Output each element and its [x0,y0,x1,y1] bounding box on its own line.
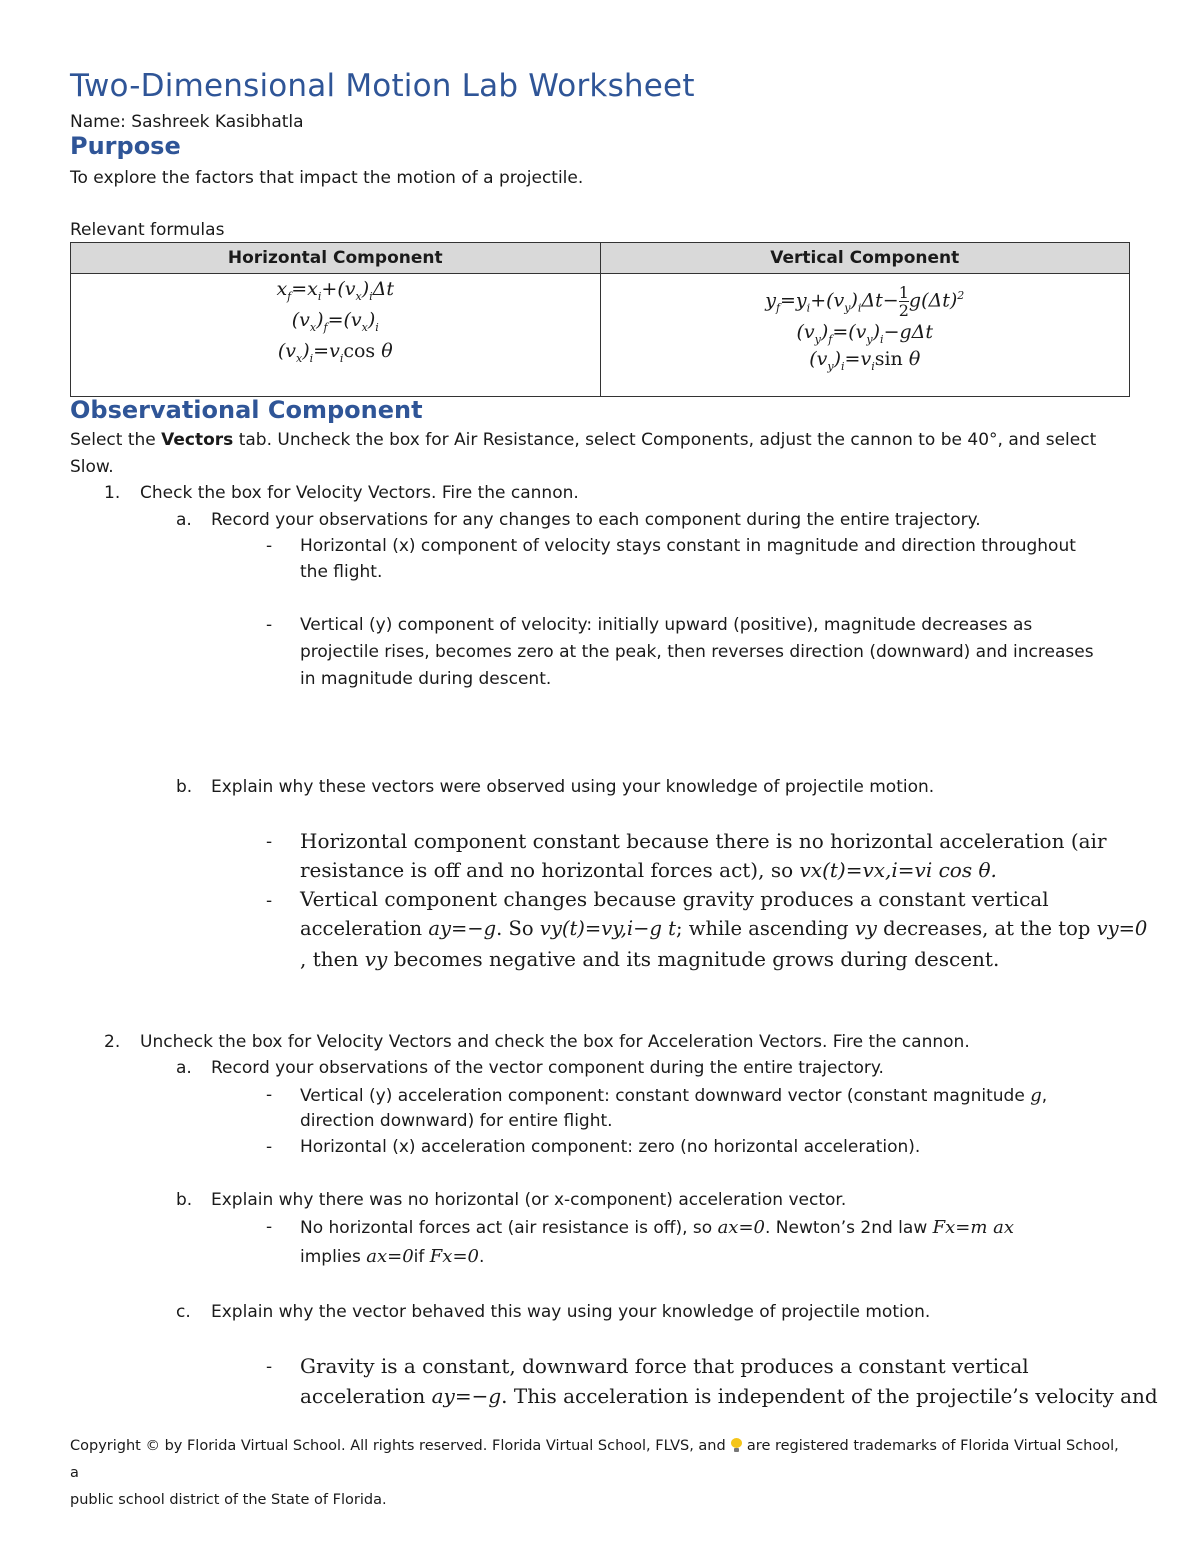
bullet-dash: - [266,832,273,852]
q1b-answer1-line1: Horizontal component constant because there is no horizontal acceleration (air [300,829,1107,853]
formula-yf: $y_f=y_i+(v_y)_i\Delta t-$ $\frac{1}{2}$ $g(\Delta t)^2$ [765,283,965,320]
q1-text: Check the box for Velocity Vectors. Fire the cannon. [140,483,579,503]
observational-intro-line1: Select the Vectors tab. Uncheck the box for Air Resistance, select Components, adjust the cannon to be 40°, and select [70,430,1097,450]
q1-number: 1. [104,483,121,503]
q2a-answer1-line2: direction downward) for entire flight. [300,1111,613,1131]
copyright-footer: Copyright © by Florida Virtual School. All rights reserved. Florida Virtual School, FLVS, and are registered trademarks of Florida Virtual School, a public school district of the State of Florida. [70,1438,1119,1508]
horizontal-formulas-cell [71,274,601,397]
q1a-answer1-line2: the flight. [300,562,383,582]
q1b-answer2-line2: acceleration ay=−g. So vy(t)=vy,i−g t; while ascending vy decreases, at the top vy=0 [300,917,1148,940]
page-title: Two-Dimensional Motion Lab Worksheet [70,68,695,104]
q1a-answer2-line2: projectile rises, becomes zero at the peak, then reverses direction (downward) and increases [300,642,1094,662]
formula-vyf: $(v_y)_f=(v_y)_i-g\Delta t$ [796,321,934,346]
q2-text: Uncheck the box for Velocity Vectors and check the box for Acceleration Vectors. Fire the cannon. [140,1032,970,1052]
bullet-dash: - [266,891,273,911]
flvs-lightbulb-icon [730,1438,742,1452]
q1a-text: Record your observations for any changes to each component during the entire trajectory. [211,510,981,530]
formula-vxf: $(v_x)_f=(v_x)_i$ [291,308,379,334]
q2b-answer1-line1: No horizontal forces act (air resistance is off), so ax=0. Newton’s 2nd law Fx=m ax [300,1217,1015,1238]
q1b-text: Explain why these vectors were observed using your knowledge of projectile motion. [211,777,935,797]
formula-vyi: $(v_y)_i=v_i\sin$ θ [809,347,921,373]
table-header-horizontal: Horizontal Component [71,243,601,274]
bullet-dash: - [266,1217,273,1237]
bullet-dash: - [266,1357,273,1377]
formula-xf: $x_f=x_i+(v_x)_i\Delta t$ [276,278,395,303]
formula-table [70,242,1130,397]
q1a-answer1-line1: Horizontal (x) component of velocity stays constant in magnitude and direction throughout [300,536,1076,556]
purpose-heading: Purpose [70,132,181,160]
q2b-text: Explain why there was no horizontal (or x-component) acceleration vector. [211,1190,847,1210]
q2c-answer1-line2: acceleration ay=−g. This acceleration is independent of the projectile’s velocity and [300,1384,1158,1408]
q2a-answer1-line1: Vertical (y) acceleration component: constant downward vector (constant magnitude g, [300,1085,1048,1106]
bullet-dash: - [266,615,273,635]
vertical-formulas-cell [600,274,1130,397]
q2b-answer1-line2: implies ax=0if Fx=0. [300,1246,485,1267]
q2c-text: Explain why the vector behaved this way using your knowledge of projectile motion. [211,1302,931,1322]
q1b-letter: b. [176,777,193,797]
relevant-formulas-label: Relevant formulas [70,220,225,240]
q1b-answer2-line1: Vertical component changes because gravity produces a constant vertical [300,887,1049,911]
q2c-answer1-line1: Gravity is a constant, downward force that produces a constant vertical [300,1354,1029,1378]
q2b-letter: b. [176,1190,193,1210]
q1a-answer2-line1: Vertical (y) component of velocity: initially upward (positive), magnitude decreases as [300,615,1033,635]
observational-heading: Observational Component [70,396,423,424]
q2a-answer2: Horizontal (x) acceleration component: zero (no horizontal acceleration). [300,1137,921,1157]
q1a-answer2-line3: in magnitude during descent. [300,669,552,689]
student-name: Name: Sashreek Kasibhatla [70,112,304,132]
q1b-answer1-line2: resistance is off and no horizontal forces act), so vx(t)=vx,i=vi cos θ. [300,858,997,882]
q2-number: 2. [104,1032,121,1052]
bullet-dash: - [266,1137,273,1157]
bullet-dash: - [266,1085,273,1105]
q2a-letter: a. [176,1058,192,1078]
purpose-text: To explore the factors that impact the motion of a projectile. [70,168,584,188]
q2a-text: Record your observations of the vector component during the entire trajectory. [211,1058,884,1078]
q1a-letter: a. [176,510,192,530]
q1b-answer2-line3: , then vy becomes negative and its magnitude grows during descent. [300,947,1000,971]
formula-vxi: $(v_x)_i=v_i\cos$ θ [277,339,393,365]
q2c-letter: c. [176,1302,191,1322]
math-vx-expression: vx(t)=vx,i=vi cos θ. [799,858,997,882]
bullet-dash: - [266,536,273,556]
observational-intro-line2: Slow. [70,457,114,477]
table-header-vertical: Vertical Component [600,243,1130,274]
